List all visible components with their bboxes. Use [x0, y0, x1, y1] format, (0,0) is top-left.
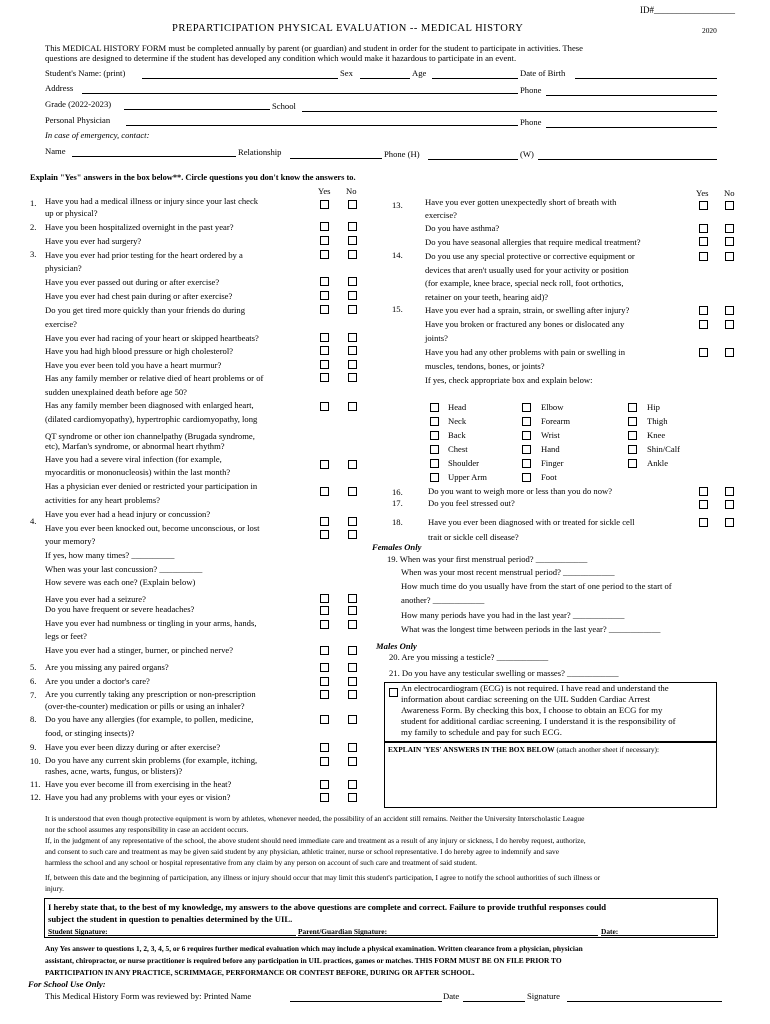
no-checkbox[interactable]	[725, 306, 734, 315]
school-date-input[interactable]	[463, 1001, 525, 1002]
reviewed-by-label: This Medical History Form was reviewed by: Printed Name	[45, 991, 252, 1001]
form-year: 2020	[702, 26, 717, 35]
question-text: If yes, how many times? __________	[45, 550, 175, 560]
question-text: Have you broken or fractured any bones or dislocated any	[425, 319, 625, 329]
yes-checkbox[interactable]	[699, 487, 708, 496]
no-checkbox[interactable]	[725, 487, 734, 496]
female-question-19d[interactable]: another? ____________	[401, 595, 485, 605]
yes-checkbox[interactable]	[320, 250, 329, 259]
body-part-checkbox[interactable]	[522, 403, 531, 412]
question-text: devices that aren't usually used for your activity or position	[425, 265, 629, 275]
yes-checkbox[interactable]	[320, 360, 329, 369]
footer-text: assistant, chiropractor, or nurse practitioner is required before any participation in UIL practices, games or matches. THIS FORM MUST BE ON FILE PRIOR TO	[45, 956, 562, 965]
question-text: Have you ever had chest pain during or after exercise?	[45, 291, 233, 301]
yes-checkbox[interactable]	[320, 236, 329, 245]
question-number: 8.	[30, 714, 37, 724]
yes-checkbox[interactable]	[320, 517, 329, 526]
question-text: Have you ever been dizzy during or after exercise?	[45, 742, 221, 752]
body-part-checkbox[interactable]	[628, 431, 637, 440]
no-checkbox[interactable]	[725, 237, 734, 246]
question-text: legs or feet?	[45, 631, 87, 641]
yes-checkbox[interactable]	[320, 460, 329, 469]
question-text: Do you have seasonal allergies that require medical treatment?	[425, 237, 641, 247]
school-use-heading: For School Use Only:	[28, 979, 106, 989]
female-question-19b[interactable]: When was your most recent menstrual period? ____________	[401, 567, 615, 577]
body-part-checkbox[interactable]	[628, 403, 637, 412]
yes-checkbox[interactable]	[320, 646, 329, 655]
yes-checkbox[interactable]	[699, 500, 708, 509]
question-text: sudden unexplained death before age 50?	[45, 387, 187, 397]
body-part-label: Head	[448, 402, 467, 412]
school-label: School	[272, 101, 296, 111]
ecg-checkbox[interactable]	[389, 688, 398, 697]
student-name-label: Student's Name: (print)	[45, 68, 126, 78]
legal-text: If, in the judgment of any representative of the school, the above student should need immediate care and treatment as a result of any injury or sickness, I do hereby request, authorize,	[45, 836, 586, 845]
body-part-checkbox[interactable]	[430, 473, 439, 482]
body-part-label: Ankle	[647, 458, 669, 468]
question-text: Have you ever passed out during or after exercise?	[45, 277, 220, 287]
body-part-checkbox[interactable]	[628, 417, 637, 426]
yes-checkbox[interactable]	[320, 620, 329, 629]
footer-text: Any Yes answer to questions 1, 2, 3, 4, 5, or 6 requires further medical evaluation which may include a physical examination. Written clearance from a physician, physician	[45, 944, 583, 953]
page-title: PREPARTICIPATION PHYSICAL EVALUATION -- MEDICAL HISTORY	[172, 23, 524, 34]
yes-checkbox[interactable]	[699, 306, 708, 315]
question-text: rashes, acne, warts, fungus, or blisters)?	[45, 766, 183, 776]
phone-w-label: (W)	[520, 149, 534, 159]
question-text: Have you ever had numbness or tingling in your arms, hands,	[45, 618, 257, 628]
contact-name-input[interactable]	[72, 156, 236, 157]
ecg-text: my family to schedule and pay for such ECG.	[401, 727, 562, 737]
question-text: (over-the-counter) medication or pills or using an inhaler?	[45, 701, 245, 711]
no-checkbox[interactable]	[348, 305, 357, 314]
no-checkbox[interactable]	[348, 460, 357, 469]
phone2-label: Phone	[520, 117, 542, 127]
yes-checkbox[interactable]	[320, 757, 329, 766]
no-checkbox[interactable]	[348, 663, 357, 672]
yes-checkbox[interactable]	[699, 201, 708, 210]
yes-checkbox[interactable]	[320, 663, 329, 672]
no-checkbox[interactable]	[348, 250, 357, 259]
no-checkbox[interactable]	[348, 780, 357, 789]
body-part-label: Foot	[541, 472, 557, 482]
physician-input[interactable]	[126, 125, 518, 126]
question-text: your memory?	[45, 536, 96, 546]
question-text: Are you missing any paired organs?	[45, 662, 169, 672]
school-signature-label: Signature	[527, 991, 560, 1001]
body-part-checkbox[interactable]	[430, 417, 439, 426]
yes-checkbox[interactable]	[699, 518, 708, 527]
question-number: 7.	[30, 690, 37, 700]
school-input[interactable]	[302, 111, 717, 112]
phone-w-input[interactable]	[538, 159, 717, 160]
body-part-label: Hand	[541, 444, 560, 454]
intro-line-2: questions are designed to determine if the student has developed any condition which would make it hazardous to participate in an event.	[45, 53, 517, 63]
question-text: If yes, check appropriate box and explain below:	[425, 375, 593, 385]
body-part-checkbox[interactable]	[522, 431, 531, 440]
yes-checkbox[interactable]	[320, 402, 329, 411]
student-name-input[interactable]	[142, 78, 338, 79]
legal-text: If, between this date and the beginning of participation, any illness or injury should occur that may limit this student's participation, I agree to notify the school authorities of such illness or	[45, 873, 601, 882]
question-text: Are you currently taking any prescription or non-prescription	[45, 689, 256, 699]
body-part-checkbox[interactable]	[430, 445, 439, 454]
question-text: Has a physician ever denied or restricted your participation in	[45, 481, 258, 491]
body-part-label: Upper Arm	[448, 472, 487, 482]
question-text: Have you ever had a sprain, strain, or swelling after injury?	[425, 305, 630, 315]
phone-h-input[interactable]	[428, 159, 518, 160]
no-checkbox[interactable]	[348, 690, 357, 699]
question-text: Have you ever been knocked out, become unconscious, or lost	[45, 523, 260, 533]
right-yes-header: Yes	[696, 188, 709, 198]
legal-text: harmless the school and any school or hospital representative from any claim by any person on account of such care and treatment of said student.	[45, 858, 478, 867]
yes-checkbox[interactable]	[320, 277, 329, 286]
explain-box-label-bold: EXPLAIN 'YES' ANSWERS IN THE BOX BELOW	[388, 745, 555, 754]
legal-text: injury.	[45, 884, 65, 893]
male-question-21[interactable]: 21. Do you have any testicular swelling or masses? ____________	[389, 668, 619, 678]
question-text: Have you ever been diagnosed with or treated for sickle cell	[428, 517, 635, 527]
question-number: 18.	[392, 517, 403, 527]
body-part-label: Shoulder	[448, 458, 480, 468]
no-checkbox[interactable]	[348, 646, 357, 655]
question-number: 10.	[30, 756, 41, 766]
no-checkbox[interactable]	[725, 201, 734, 210]
no-checkbox[interactable]	[348, 200, 357, 209]
no-checkbox[interactable]	[348, 373, 357, 382]
question-text: Are you under a doctor's care?	[45, 676, 150, 686]
no-checkbox[interactable]	[348, 360, 357, 369]
no-checkbox[interactable]	[725, 252, 734, 261]
grade-label: Grade (2022-2023)	[45, 99, 112, 109]
body-part-label: Thigh	[647, 416, 668, 426]
no-checkbox[interactable]	[348, 236, 357, 245]
body-part-checkbox[interactable]	[430, 403, 439, 412]
yes-checkbox[interactable]	[320, 677, 329, 686]
explain-instruction: Explain "Yes" answers in the box below**. Circle questions you don't know the answers to.	[30, 173, 356, 182]
female-question-19f[interactable]: What was the longest time between periods in the last year? ____________	[401, 624, 661, 634]
yes-checkbox[interactable]	[699, 237, 708, 246]
no-checkbox[interactable]	[348, 291, 357, 300]
question-number: 16.	[392, 487, 403, 497]
question-text: muscles, tendons, bones, or joints?	[425, 361, 545, 371]
address-input[interactable]	[82, 93, 518, 94]
female-question-19e[interactable]: How many periods have you had in the last year? ____________	[401, 610, 625, 620]
question-text: Have you ever had prior testing for the heart ordered by a	[45, 250, 243, 260]
question-text: trait or sickle cell disease?	[428, 532, 519, 542]
no-checkbox[interactable]	[348, 277, 357, 286]
sex-input[interactable]	[360, 78, 410, 79]
yes-checkbox[interactable]	[320, 606, 329, 615]
question-text: Have you ever been told you have a heart murmur?	[45, 360, 222, 370]
grade-input[interactable]	[124, 109, 270, 110]
question-number: 6.	[30, 676, 37, 686]
phone2-input[interactable]	[546, 127, 717, 128]
relationship-input[interactable]	[290, 158, 382, 159]
legal-text: It is understood that even though protective equipment is worn by athletes, whenever needed, the possibility of an accident still remains. Neither the University Interscholastic League	[45, 814, 585, 823]
yes-checkbox[interactable]	[699, 320, 708, 329]
no-checkbox[interactable]	[725, 224, 734, 233]
body-part-checkbox[interactable]	[430, 459, 439, 468]
question-text: Have you had a severe viral infection (for example,	[45, 454, 222, 464]
yes-checkbox[interactable]	[320, 291, 329, 300]
question-text: Have you had a medical illness or injury since your last check	[45, 196, 259, 206]
sex-label: Sex	[340, 68, 353, 78]
question-number: 2.	[30, 222, 37, 232]
no-checkbox[interactable]	[348, 346, 357, 355]
question-text: Have you been hospitalized overnight in the past year?	[45, 222, 234, 232]
statement-text: subject the student in question to penalties determined by the UIL.	[48, 914, 293, 924]
parent-signature-label: Parent/Guardian Signature:	[298, 927, 388, 936]
question-text: exercise?	[425, 210, 457, 220]
question-text: Have you ever gotten unexpectedly short of breath with	[425, 197, 617, 207]
yes-checkbox[interactable]	[699, 348, 708, 357]
yes-checkbox[interactable]	[320, 373, 329, 382]
question-text: Do you have asthma?	[425, 223, 500, 233]
no-checkbox[interactable]	[348, 594, 357, 603]
yes-checkbox[interactable]	[320, 530, 329, 539]
yes-checkbox[interactable]	[320, 715, 329, 724]
question-number: 13.	[392, 200, 403, 210]
question-text: Have you ever had a stinger, burner, or pinched nerve?	[45, 645, 234, 655]
student-signature-label: Student Signature:	[48, 927, 108, 936]
question-number: 12.	[30, 792, 41, 802]
question-text: myocarditis or mononucleosis) within the last month?	[45, 467, 231, 477]
question-text: Do you want to weigh more or less than you do now?	[428, 486, 613, 496]
question-text: activities for any heart problems?	[45, 495, 161, 505]
no-checkbox[interactable]	[348, 715, 357, 724]
no-checkbox[interactable]	[348, 333, 357, 342]
no-checkbox[interactable]	[348, 606, 357, 615]
question-text: Have you ever had a seizure?	[45, 594, 146, 604]
body-part-label: Shin/Calf	[647, 444, 680, 454]
phone-label: Phone	[520, 85, 542, 95]
printed-name-input[interactable]	[290, 1001, 442, 1002]
question-text: Have you ever had a head injury or concussion?	[45, 509, 211, 519]
male-question-20[interactable]: 20. Are you missing a testicle? ____________	[389, 652, 549, 662]
question-text: Do you get tired more quickly than your friends do during	[45, 305, 246, 315]
body-part-checkbox[interactable]	[628, 459, 637, 468]
question-text: Do you have frequent or severe headaches?	[45, 604, 195, 614]
question-text: Do you use any special protective or corrective equipment or	[425, 251, 635, 261]
explain-box-label-normal: (attach another sheet if necessary):	[554, 745, 660, 754]
question-text: Have you had any problems with your eyes or vision?	[45, 792, 231, 802]
body-part-label: Knee	[647, 430, 666, 440]
yes-checkbox[interactable]	[320, 793, 329, 802]
no-checkbox[interactable]	[725, 500, 734, 509]
yes-checkbox[interactable]	[320, 780, 329, 789]
question-number: 5.	[30, 662, 37, 672]
female-question-19c: How much time do you usually have from the start of one period to the start of	[401, 581, 672, 591]
yes-checkbox[interactable]	[699, 252, 708, 261]
id-field[interactable]: ID#__________________	[640, 5, 735, 15]
left-yes-header: Yes	[318, 186, 331, 196]
yes-checkbox[interactable]	[320, 487, 329, 496]
no-checkbox[interactable]	[348, 402, 357, 411]
yes-checkbox[interactable]	[320, 743, 329, 752]
ecg-text: student for additional cardiac screening. I understand it is the responsibility of	[401, 716, 676, 726]
phone-h-label: Phone (H)	[384, 149, 420, 159]
address-label: Address	[45, 83, 74, 93]
yes-checkbox[interactable]	[320, 594, 329, 603]
no-checkbox[interactable]	[725, 518, 734, 527]
legal-text: and consent to such care and treatment as may be given said student by any physician, athletic trainer, nurse or school representative. I do hereby agree to indemnify and save	[45, 847, 559, 856]
yes-checkbox[interactable]	[320, 346, 329, 355]
body-part-checkbox[interactable]	[522, 459, 531, 468]
left-no-header: No	[346, 186, 357, 196]
female-question-19[interactable]: 19. When was your first menstrual period? ____________	[387, 554, 588, 564]
physician-label: Personal Physician	[45, 115, 111, 125]
ecg-text: An electrocardiogram (ECG) is not required. I have read and understand the	[401, 683, 669, 693]
no-checkbox[interactable]	[348, 517, 357, 526]
no-checkbox[interactable]	[348, 530, 357, 539]
yes-checkbox[interactable]	[320, 305, 329, 314]
no-checkbox[interactable]	[348, 677, 357, 686]
intro-line-1: This MEDICAL HISTORY FORM must be completed annually by parent (or guardian) and student in order for the student to participate in activities. These	[45, 43, 583, 53]
body-part-checkbox[interactable]	[522, 417, 531, 426]
legal-text: nor the school assumes any responsibility in case an accident occurs.	[45, 825, 249, 834]
question-text: When was your last concussion? __________	[45, 564, 203, 574]
question-number: 9.	[30, 742, 37, 752]
question-text: Do you have any current skin problems (for example, itching,	[45, 755, 258, 765]
question-text: exercise?	[45, 319, 77, 329]
date-label: Date:	[601, 927, 619, 936]
dob-label: Date of Birth	[520, 68, 566, 78]
no-checkbox[interactable]	[348, 757, 357, 766]
no-checkbox[interactable]	[348, 793, 357, 802]
body-part-label: Back	[448, 430, 466, 440]
question-text: retainer on your teeth, hearing aid)?	[425, 292, 549, 302]
question-text: Has any family member or relative died of heart problems or of	[45, 373, 264, 383]
no-checkbox[interactable]	[348, 222, 357, 231]
phone-input[interactable]	[546, 95, 717, 96]
ecg-text: Awareness Form. By checking this box, I choose to obtain an ECG for my	[401, 705, 663, 715]
yes-checkbox[interactable]	[699, 224, 708, 233]
no-checkbox[interactable]	[348, 743, 357, 752]
body-part-checkbox[interactable]	[522, 445, 531, 454]
right-no-header: No	[724, 188, 735, 198]
question-text: up or physical?	[45, 208, 98, 218]
explain-box-label	[388, 745, 659, 754]
question-text: Have you had high blood pressure or high cholesterol?	[45, 346, 234, 356]
yes-checkbox[interactable]	[320, 200, 329, 209]
body-part-label: Finger	[541, 458, 564, 468]
no-checkbox[interactable]	[725, 320, 734, 329]
question-text: Do you feel stressed out?	[428, 498, 515, 508]
females-heading: Females Only	[372, 542, 422, 552]
body-part-checkbox[interactable]	[522, 473, 531, 482]
question-text: QT syndrome or other ion channelpathy (Brugada syndrome,	[45, 431, 255, 441]
question-text: (for example, knee brace, special neck roll, foot orthotics,	[425, 278, 624, 288]
yes-checkbox[interactable]	[320, 222, 329, 231]
emergency-label: In case of emergency, contact:	[45, 130, 150, 140]
question-text: Do you have any allergies (for example, to pollen, medicine,	[45, 714, 254, 724]
body-part-checkbox[interactable]	[430, 431, 439, 440]
question-text: Have you ever become ill from exercising in the heat?	[45, 779, 232, 789]
body-part-label: Chest	[448, 444, 468, 454]
question-text: etc), Marfan's syndrome, or abnormal heart rhythm?	[45, 441, 225, 451]
question-text: physician?	[45, 263, 82, 273]
body-part-label: Neck	[448, 416, 467, 426]
question-number: 11.	[30, 779, 41, 789]
student-signature-input[interactable]	[48, 935, 296, 936]
question-text: How severe was each one? (Explain below)	[45, 577, 196, 587]
question-text: food, or stinging insects)?	[45, 728, 135, 738]
ecg-text: information about cardiac screening on the UIL Sudden Cardiac Arrest	[401, 694, 651, 704]
school-date-label: Date	[443, 991, 460, 1001]
question-number: 4.	[30, 516, 37, 526]
males-heading: Males Only	[376, 641, 417, 651]
school-signature-input[interactable]	[567, 1001, 722, 1002]
question-text: joints?	[425, 333, 448, 343]
question-number: 17.	[392, 498, 403, 508]
age-input[interactable]	[432, 78, 518, 79]
yes-checkbox[interactable]	[320, 690, 329, 699]
date-input[interactable]	[601, 935, 715, 936]
body-part-label: Elbow	[541, 402, 564, 412]
no-checkbox[interactable]	[348, 620, 357, 629]
parent-signature-input[interactable]	[298, 935, 598, 936]
dob-input[interactable]	[575, 78, 717, 79]
body-part-checkbox[interactable]	[628, 445, 637, 454]
body-part-label: Forearm	[541, 416, 571, 426]
question-text: Have you had any other problems with pain or swelling in	[425, 347, 626, 357]
yes-checkbox[interactable]	[320, 333, 329, 342]
footer-text: PARTICIPATION IN ANY PRACTICE, SCRIMMAGE, PERFORMANCE OR CONTEST BEFORE, DURING OR AFTER SCHOOL.	[45, 968, 475, 977]
question-number: 15.	[392, 304, 403, 314]
age-label: Age	[412, 68, 427, 78]
question-text: Have you ever had surgery?	[45, 236, 142, 246]
statement-text: I hereby state that, to the best of my knowledge, my answers to the above questions are complete and correct. Failure to provide truthful responses could	[48, 902, 607, 912]
body-part-label: Wrist	[541, 430, 560, 440]
body-part-label: Hip	[647, 402, 660, 412]
question-text: Has any family member been diagnosed with enlarged heart,	[45, 400, 254, 410]
question-text: (dilated cardiomyopathy), hypertrophic cardiomyopathy, long	[45, 414, 258, 424]
no-checkbox[interactable]	[348, 487, 357, 496]
relationship-label: Relationship	[238, 147, 282, 157]
question-number: 14.	[392, 250, 403, 260]
question-number: 1.	[30, 198, 37, 208]
question-number: 3.	[30, 249, 37, 259]
contact-name-label: Name	[45, 146, 66, 156]
no-checkbox[interactable]	[725, 348, 734, 357]
question-text: Have you ever had racing of your heart or skipped heartbeats?	[45, 333, 259, 343]
